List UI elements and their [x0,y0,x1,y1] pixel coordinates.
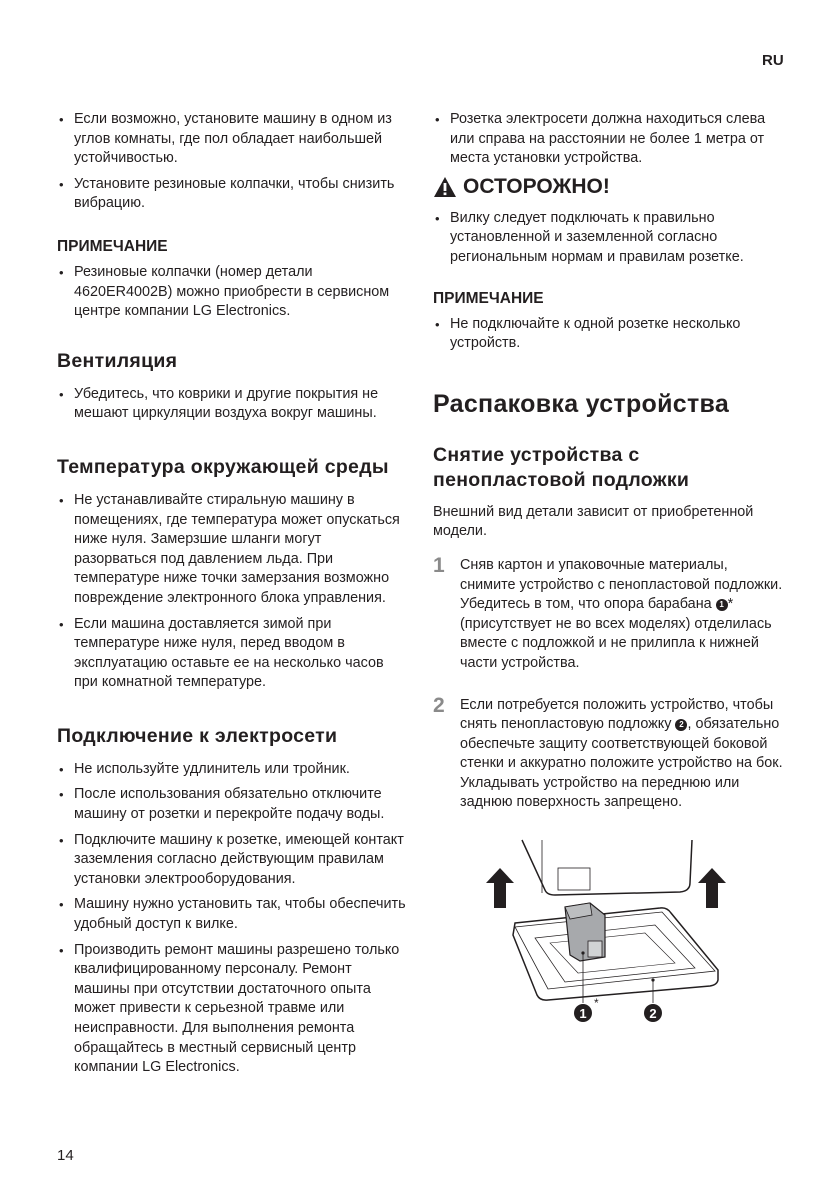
bullet-item: • Не подключайте к одной розетке несколько устройств. [433,315,783,354]
bullet-item: • Подключите машину к розетке, имеющей контакт заземления согласно действующим правилам установки электрооборудования. [57,831,407,890]
step-text-part: Сняв картон и упаковочные материалы, снимите устройство с пенопластовой подложки. Убедитесь в том, что опора барабана [460,556,783,613]
right-column [433,110,783,813]
temperature-heading: Температура окружающей среды [57,455,389,478]
callout-1-label: 1 [579,1006,587,1021]
unpacking-intro: Внешний вид детали зависит от приобретенной модели. [433,503,754,540]
step-text-part: Если потребуется положить устройство, чтобы снять пенопластовую подложку [460,696,774,733]
step-text-part: , обязательно обеспечьте защиту соответствующей боковой стенки и аккуратно положите устройство на бок. Укладывать устройство на переднюю или заднюю поверхность запрещено. [460,716,783,811]
bullet-item: • Установите резиновые колпачки, чтобы снизить вибрацию. [57,175,407,214]
bullet-item: • После использования обязательно отключите машину от розетки и перекройте подачу воды. [57,785,407,824]
unpacking-title: Распаковка устройства [433,389,730,418]
callout-badge-2: 2 [675,719,687,731]
language-code: RU [762,52,784,69]
caution-label: ОСТОРОЖНО! [463,174,610,198]
washer-foam-base-diagram [470,835,750,1035]
ventilation-bullets [57,385,407,424]
left-column [57,110,407,1084]
step-2 [433,693,783,814]
page-number: 14 [57,1147,74,1164]
note-bullets [57,263,407,322]
bullet-item: • Машину нужно установить так, чтобы обеспечить удобный доступ к вилке. [57,895,407,934]
bullet-item: • Производить ремонт машины разрешено только квалифицированному персоналу. Ремонт машины при отсутствии достаточного опыта может привести к серьезной травме или неисправности. Для выполнения ремонта обращайтесь в местный сервисный центр компании LG Electronics. [57,941,407,1078]
note-heading: ПРИМЕЧАНИЕ [433,289,544,307]
lift-arrow-left-icon [486,868,514,908]
bullet-item: • Резиновые колпачки (номер детали 4620ER4002B) можно приобрести в сервисном центре компании LG Electronics. [57,263,407,322]
bullet-item: • Если возможно, установите машину в одном из углов комнаты, где пол обладает наибольшей устойчивостью. [57,110,407,169]
note-bullets [433,315,783,354]
callout-2-label: 2 [649,1006,657,1021]
step-text-part: * (присутствует не во всех моделях) отделилась вместе с подложкой и не прилипла к нижней части устройства. [460,596,772,671]
ventilation-heading: Вентиляция [57,349,178,372]
step-1 [433,553,783,674]
bullet-item: • Убедитесь, что коврики и другие покрытия не мешают циркуляции воздуха вокруг машины. [57,385,407,424]
electrical-heading: Подключение к электросети [57,724,338,747]
bullet-item: • Не устанавливайте стиральную машину в помещениях, где температура может опускаться ниже нуля. Замерзшие шланги могут разорваться под давлением льда. При температуре ниже точки замерзания возможно повреждение электронного блока управления. [57,491,407,609]
bullet-item: • Розетка электросети должна находиться слева или справа на расстоянии не более 1 метра от места установки устройства. [433,110,783,169]
electrical-bullets [57,760,407,1078]
caution-bullets [433,209,783,268]
step-text [460,556,783,674]
step-number: 1 [433,553,445,577]
lift-arrow-right-icon [698,868,726,908]
temperature-bullets [57,491,407,693]
intro-bullets [433,110,783,169]
bullet-item: • Если машина доставляется зимой при температуре ниже нуля, перед вводом в эксплуатацию оставьте ее на несколько часов при комнатной температуре. [57,615,407,693]
bullet-item: • Вилку следует подключать к правильно установленной и заземленной согласно региональным нормам и правилам розетке. [433,209,783,268]
step-number: 2 [433,693,445,717]
callout-1-asterisk: * [594,996,599,1010]
note-heading: ПРИМЕЧАНИЕ [57,237,168,255]
caution-heading [433,175,783,199]
bullet-item: • Не используйте удлинитель или тройник. [57,760,407,780]
step-text [460,696,783,814]
warning-triangle-icon [433,176,457,198]
unpacking-subtitle: Снятие устройства с пенопластовой подложки [433,443,690,491]
callout-badge-1: 1 [716,599,728,611]
intro-bullets [57,110,407,214]
unpacking-illustration [470,835,750,1040]
